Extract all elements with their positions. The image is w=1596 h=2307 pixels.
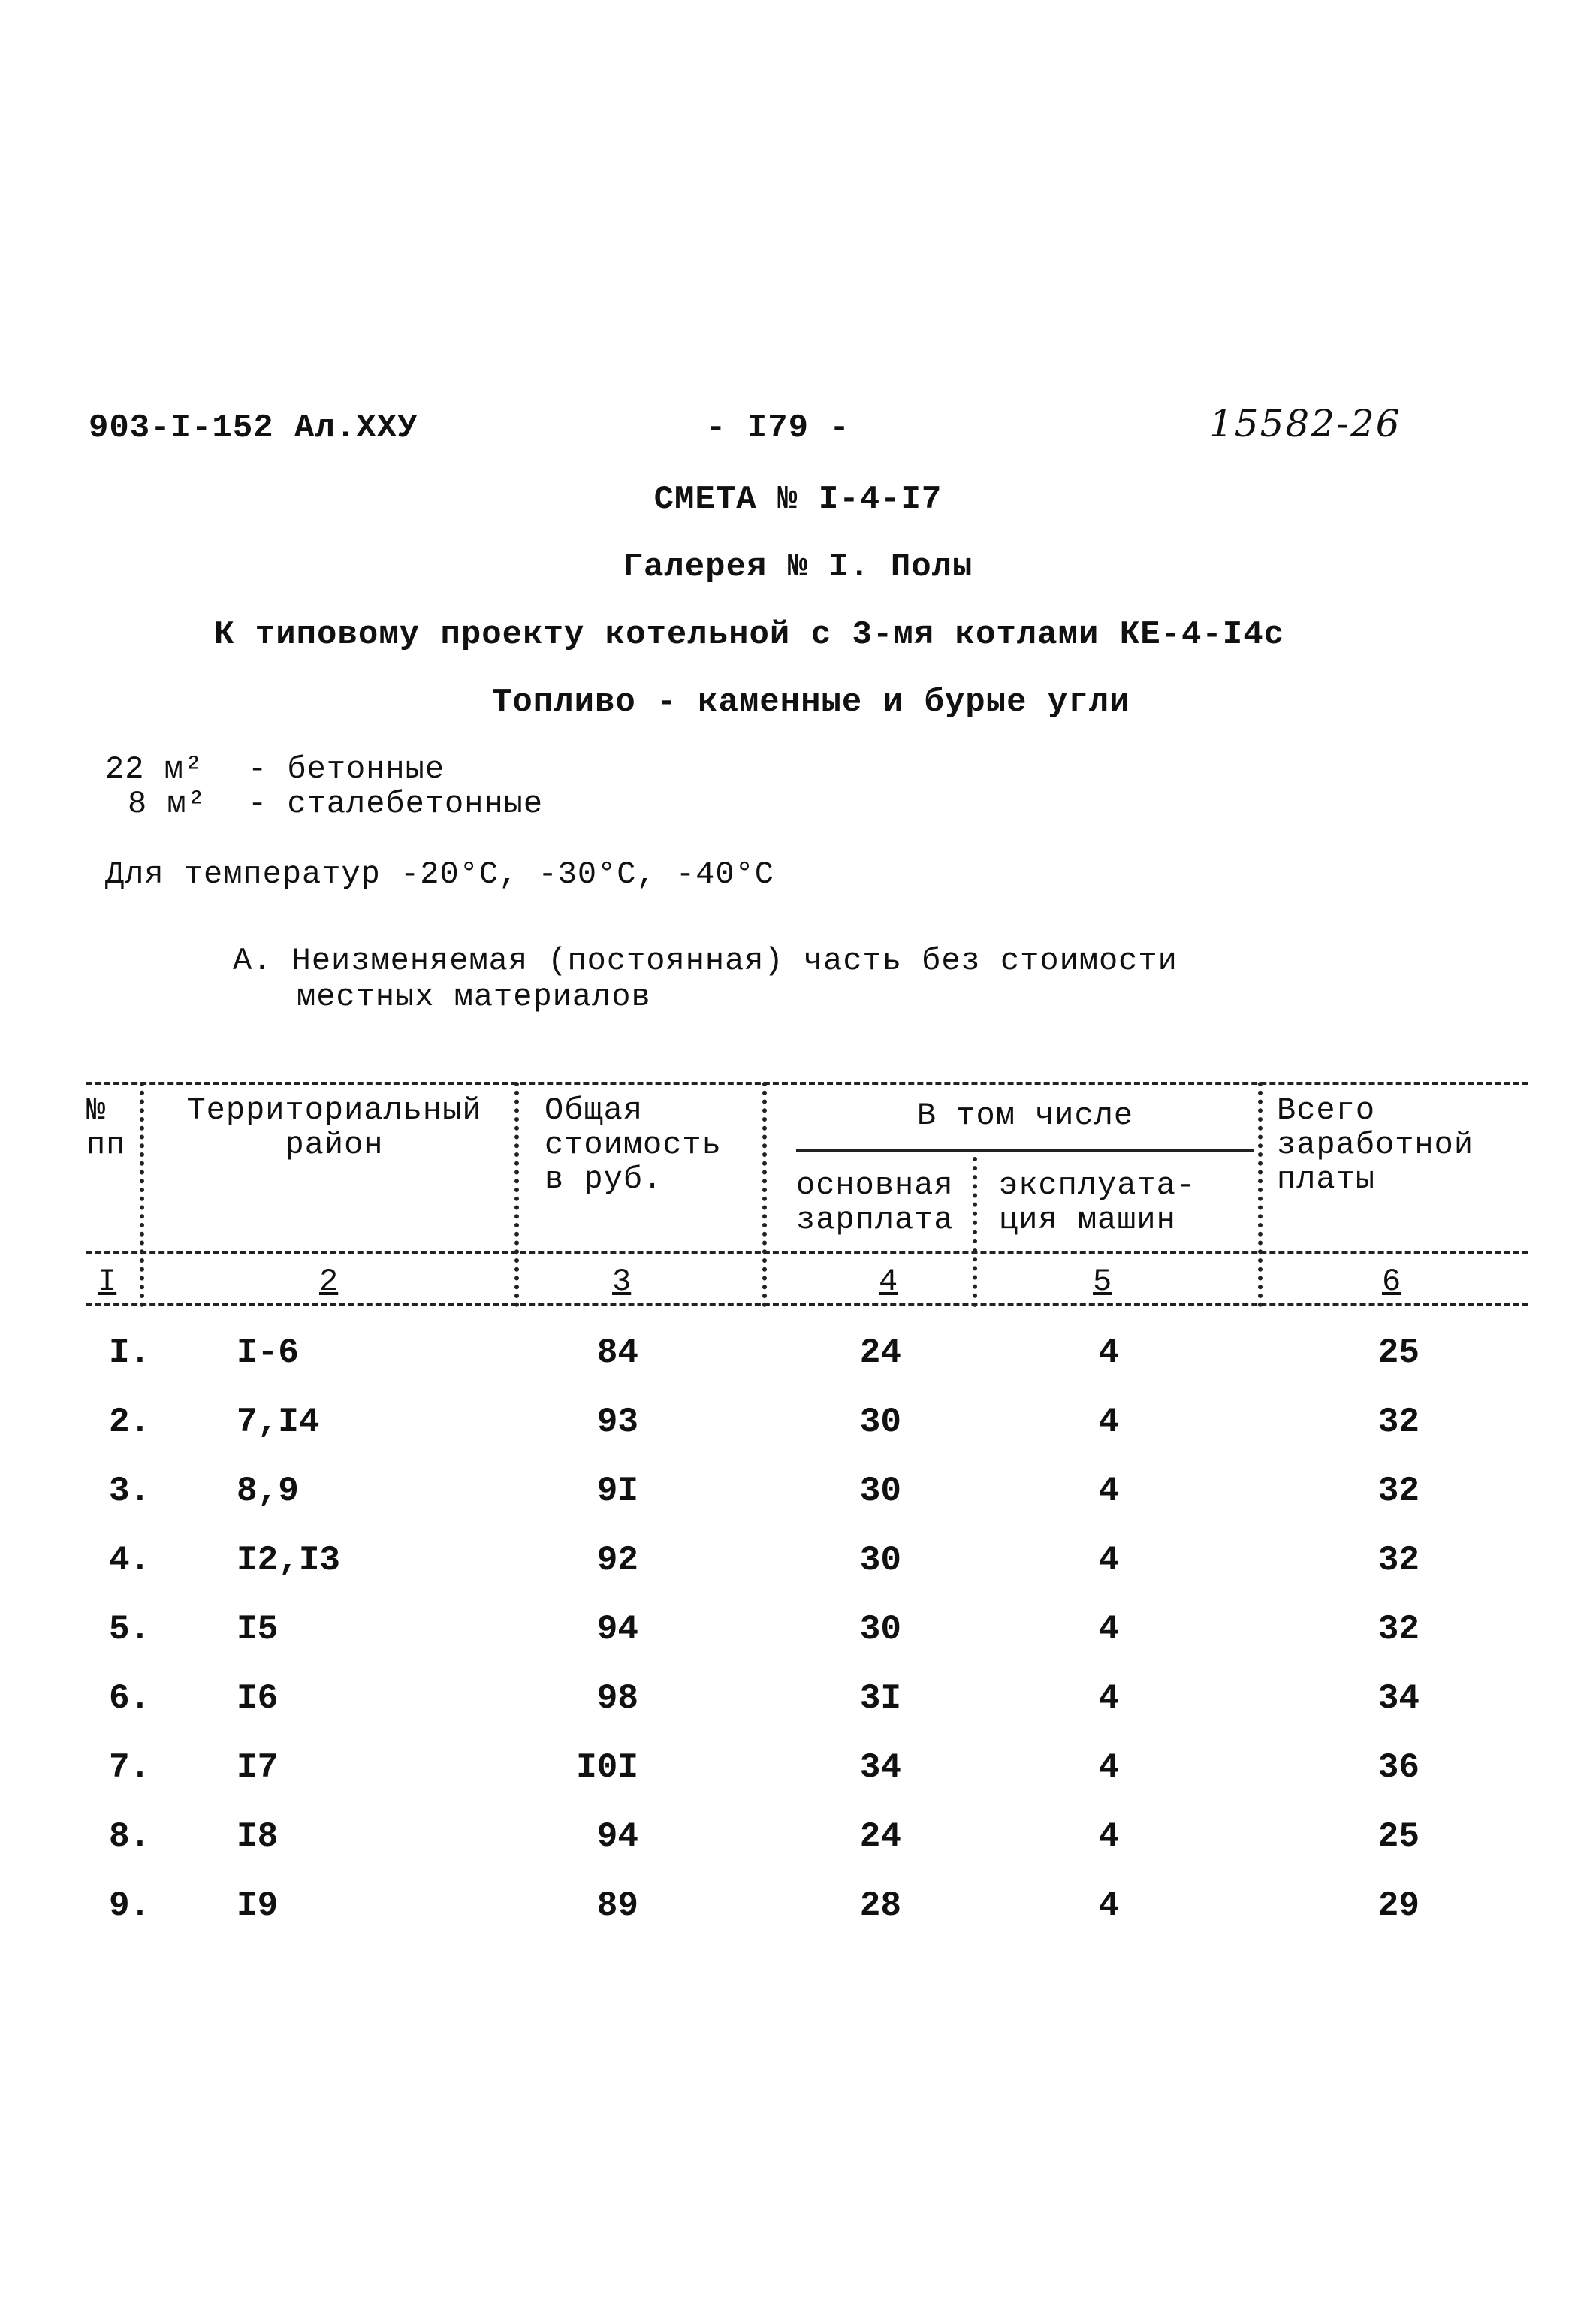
floor-type-1: - бетонные [248,751,445,787]
row-base-salary: 30 [859,1403,901,1442]
column-number-5: 5 [1093,1264,1112,1300]
row-number: 9. [109,1886,151,1925]
row-total-salary: 36 [1377,1748,1420,1787]
floor-area-1: 22 м² [105,751,204,787]
row-number: I. [109,1333,151,1372]
document-code: 903-I-152 Ал.XXУ [89,409,418,447]
row-district: I2,I3 [237,1541,341,1580]
row-total-cost: 94 [596,1610,638,1649]
row-district: 7,I4 [237,1403,320,1442]
floor-type-2: - сталебетонные [248,786,544,822]
row-total-cost: 9I [596,1472,638,1511]
column-divider-2 [514,1082,519,1307]
row-total-cost: 89 [596,1886,638,1925]
row-district: I5 [237,1610,279,1649]
temperatures: Для температур -20°С, -30°С, -40°С [105,856,774,892]
row-total-salary: 25 [1377,1817,1420,1856]
row-total-salary: 25 [1377,1333,1420,1372]
section-title-line1: А. Неизменяемая (постоянная) часть без стоимости [233,943,1178,979]
gallery-title: Галерея № I. Полы [623,548,973,586]
row-district: I6 [237,1679,279,1718]
handwritten-number: 15582-26 [1209,402,1401,445]
estimate-title: СМЕТА № I-4-I7 [653,481,943,518]
row-base-salary: 24 [859,1817,901,1856]
row-total-salary: 32 [1377,1541,1420,1580]
row-machine-ops: 4 [1098,1886,1119,1925]
row-number: 8. [109,1817,151,1856]
row-total-cost: 84 [596,1333,638,1372]
row-total-cost: 98 [596,1679,638,1718]
row-base-salary: 24 [859,1333,901,1372]
row-machine-ops: 4 [1098,1610,1119,1649]
column-divider-1 [140,1082,144,1307]
column-number-2: 2 [319,1264,339,1300]
column-numbers-border [86,1303,1528,1306]
project-title: К типовому проекту котельной с 3-мя котлами КЕ-4-I4с [214,616,1285,654]
row-district: 8,9 [237,1472,299,1511]
column-number-4: 4 [879,1264,898,1300]
row-machine-ops: 4 [1098,1817,1119,1856]
row-total-salary: 32 [1377,1472,1420,1511]
row-number: 7. [109,1748,151,1787]
row-machine-ops: 4 [1098,1541,1119,1580]
row-total-salary: 34 [1377,1679,1420,1718]
row-machine-ops: 4 [1098,1333,1119,1372]
row-machine-ops: 4 [1098,1748,1119,1787]
header-machine-ops: эксплуата- ция машин [999,1167,1196,1238]
row-total-cost: I0I [576,1748,638,1787]
column-number-3: 3 [612,1264,632,1300]
row-number: 2. [109,1403,151,1442]
row-base-salary: 30 [859,1541,901,1580]
floor-area-2: 8 м² [128,786,207,822]
row-number: 5. [109,1610,151,1649]
table-top-border [86,1082,1528,1085]
header-including: В том числе [916,1098,1134,1134]
column-number-1: I [98,1264,117,1300]
column-divider-5 [1258,1082,1263,1307]
page-number: - I79 - [706,409,850,447]
header-bottom-border [86,1251,1528,1254]
header-base-salary: основная зарплата [796,1167,954,1238]
row-base-salary: 34 [859,1748,901,1787]
row-machine-ops: 4 [1098,1472,1119,1511]
row-total-salary: 29 [1377,1886,1420,1925]
header-total-salary: Всего заработной платы [1277,1092,1474,1197]
row-base-salary: 28 [859,1886,901,1925]
row-number: 6. [109,1679,151,1718]
row-total-cost: 92 [596,1541,638,1580]
header-district: Территориальный район [186,1092,482,1163]
header-total-cost: Общая стоимость в руб. [545,1092,722,1197]
row-district: I7 [237,1748,279,1787]
row-number: 3. [109,1472,151,1511]
column-divider-3 [762,1082,767,1307]
section-title-line2: местных материалов [297,979,651,1015]
row-district: I9 [237,1886,279,1925]
row-base-salary: 30 [859,1610,901,1649]
row-machine-ops: 4 [1098,1679,1119,1718]
row-district: I-6 [237,1333,299,1372]
row-base-salary: 3I [859,1679,901,1718]
fuel-title: Топливо - каменные и бурые угли [492,684,1130,721]
row-base-salary: 30 [859,1472,901,1511]
row-machine-ops: 4 [1098,1403,1119,1442]
row-district: I8 [237,1817,279,1856]
row-total-cost: 94 [596,1817,638,1856]
row-total-cost: 93 [596,1403,638,1442]
column-divider-4 [973,1157,977,1307]
row-number: 4. [109,1541,151,1580]
header-num: № пп [86,1092,126,1163]
including-underline [796,1149,1254,1152]
column-number-6: 6 [1382,1264,1401,1300]
row-total-salary: 32 [1377,1610,1420,1649]
row-total-salary: 32 [1377,1403,1420,1442]
